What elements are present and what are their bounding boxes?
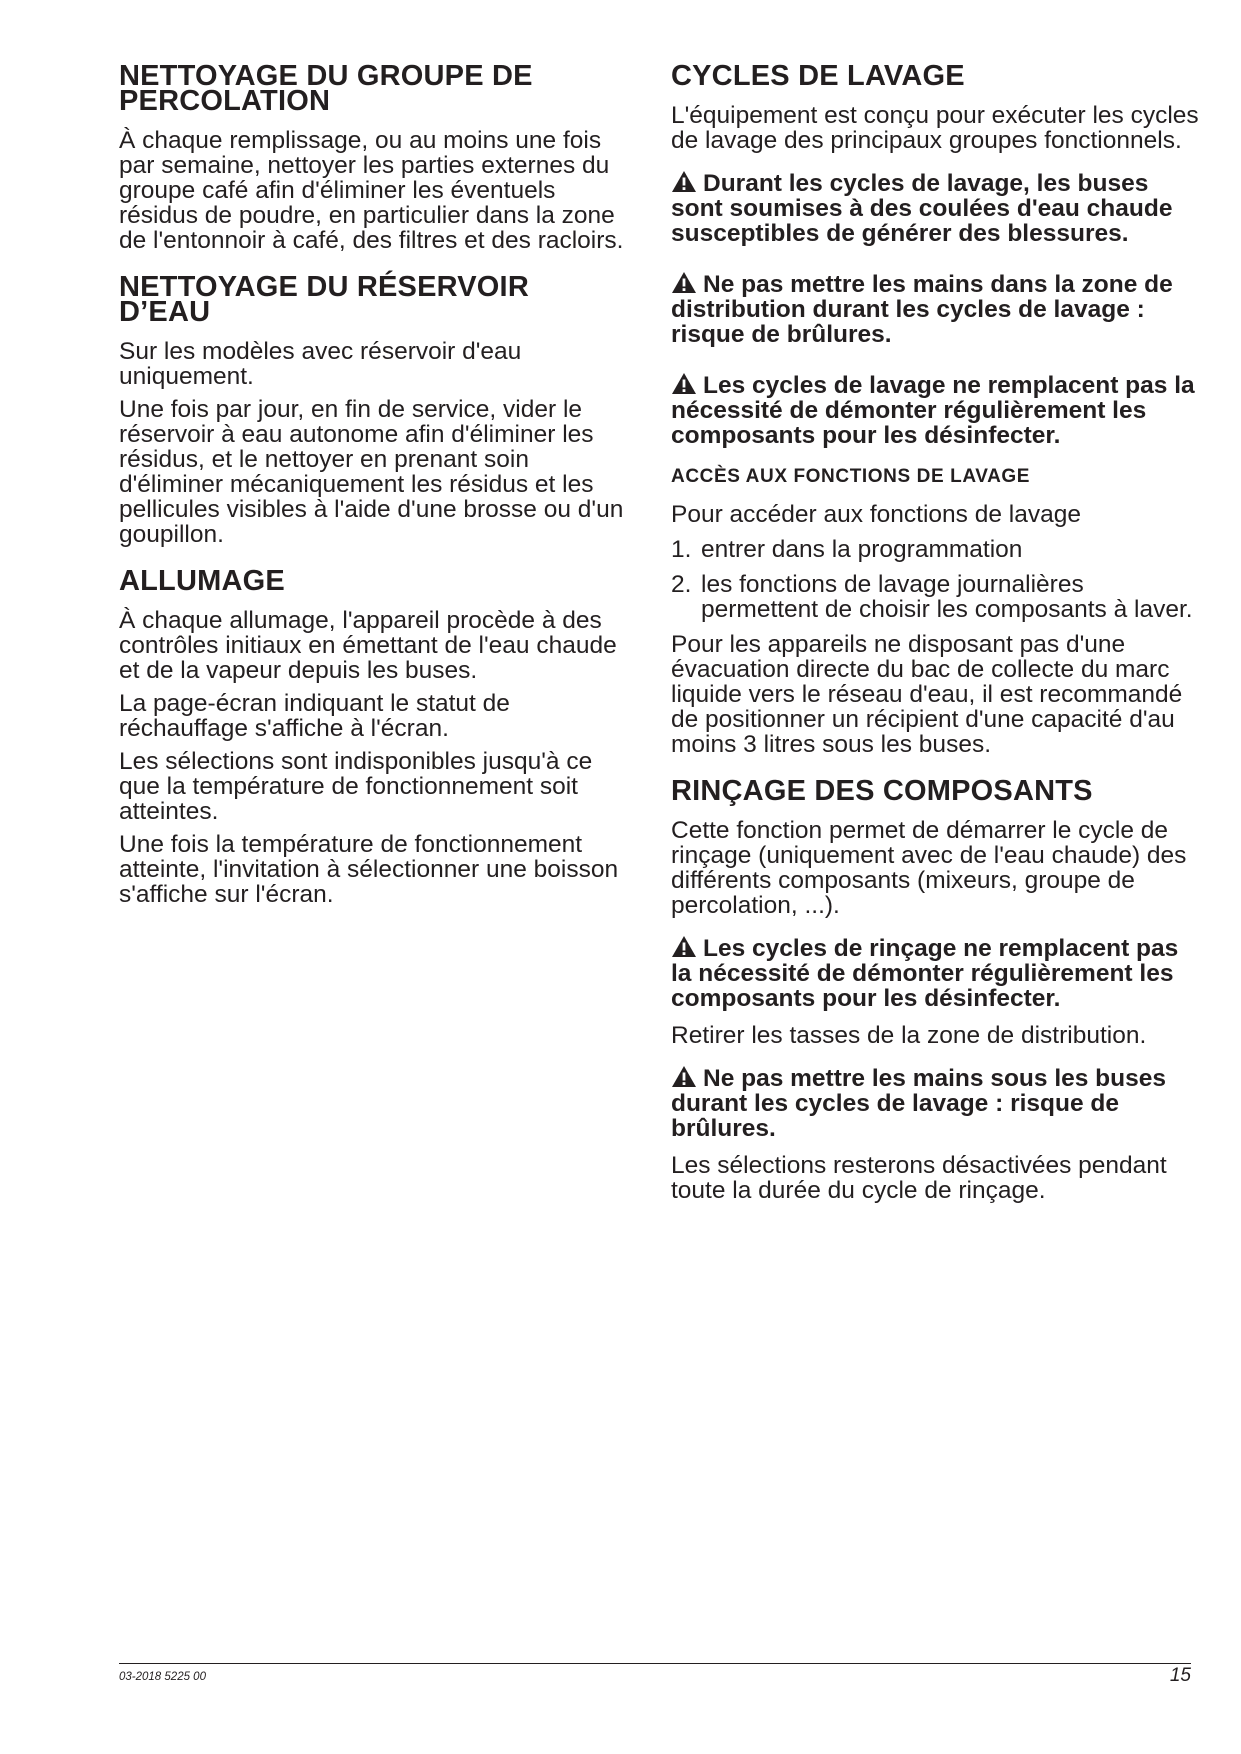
warning-note <box>671 1064 1199 1141</box>
warning-note <box>671 934 1199 1011</box>
step-text: les fonctions de lavage journalières permettent de choisir les composants à laver. <box>701 571 1193 623</box>
section-title: RINÇAGE DES COMPOSANTS <box>671 775 1093 807</box>
paragraph: Retirer les tasses de la zone de distribution. <box>671 1022 1147 1049</box>
step-text: entrer dans la programmation <box>701 536 1023 563</box>
paragraph: Une fois la température de fonctionnement atteinte, l'invitation à sélectionner une boisson s'affiche sur l'écran. <box>119 831 619 908</box>
section-title: ALLUMAGE <box>119 565 285 597</box>
title-line-2: D’EAU <box>119 296 211 328</box>
warning-text: Ne pas mettre les mains sous les buses durant les cycles de lavage : risque de brûlures. <box>671 1065 1166 1142</box>
title-line-1: NETTOYAGE DU RÉSERVOIR <box>119 271 529 303</box>
section-component-rinse <box>671 775 1199 1204</box>
paragraph: Les sélections resterons désactivées pendant toute la durée du cycle de rinçage. <box>671 1152 1167 1204</box>
warning-triangle-icon <box>671 271 697 294</box>
paragraph: Une fois par jour, en fin de service, vider le réservoir à eau autonome afin d'éliminer les résidus, et le nettoyer en prenant soin d'éliminer mécaniquement les résidus et les pellicules visibles à l'aide d'une brosse ou d'un goupillon. <box>119 396 624 548</box>
warning-triangle-icon <box>671 935 697 958</box>
section-brewing-group-cleaning <box>119 60 634 254</box>
paragraph: Les sélections sont indisponibles jusqu'à ce que la température de fonctionnement soit atteintes. <box>119 748 593 825</box>
section-water-tank-cleaning <box>119 271 634 548</box>
paragraph: À chaque allumage, l'appareil procède à des contrôles initiaux en émettant de l'eau chaude et de la vapeur depuis les buses. <box>119 607 617 684</box>
list-item <box>671 572 1199 622</box>
section-title <box>119 60 634 117</box>
section-power-on <box>119 565 634 908</box>
right-column <box>671 60 1199 1225</box>
paragraph: Cette fonction permet de démarrer le cycle de rinçage (uniquement avec de l'eau chaude) des différents composants (mixeurs, groupe de percolation, ...). <box>671 817 1187 919</box>
step-number: 2. <box>671 571 692 598</box>
title-line-1: NETTOYAGE DU GROUPE DE <box>119 60 533 92</box>
paragraph: Pour les appareils ne disposant pas d'une évacuation directe du bac de collecte du marc liquide vers le réseau d'eau, il est recommandé de positionner un récipient d'une capacité d'au moins 3 litres sous les buses. <box>671 631 1183 758</box>
warning-triangle-icon <box>671 1065 697 1088</box>
warning-text: Les cycles de lavage ne remplacent pas la nécessité de démonter régulièrement les composants pour les désinfecter. <box>671 372 1195 449</box>
paragraph: La page-écran indiquant le statut de réchauffage s'affiche à l'écran. <box>119 690 510 742</box>
paragraph: À chaque remplissage, ou au moins une fois par semaine, nettoyer les parties externes du groupe café afin d'éliminer les éventuels résidus de poudre, en particulier dans la zone de l'entonnoir à café, des filtres et des racloirs. <box>119 127 624 254</box>
steps-list <box>671 537 1199 622</box>
left-column <box>119 60 634 929</box>
footer-divider <box>119 1663 1191 1664</box>
warning-triangle-icon <box>671 372 697 395</box>
list-item <box>671 537 1199 562</box>
warning-note <box>671 270 1199 347</box>
step-number: 1. <box>671 536 692 563</box>
page-number: 15 <box>1169 1665 1191 1686</box>
paragraph: Sur les modèles avec réservoir d'eau uniquement. <box>119 338 522 390</box>
paragraph: L'équipement est conçu pour exécuter les cycles de lavage des principaux groupes fonctionnels. <box>671 102 1199 154</box>
warning-note <box>671 169 1199 246</box>
paragraph: Pour accéder aux fonctions de lavage <box>671 501 1081 528</box>
warning-note <box>671 371 1199 448</box>
subsection-title: ACCÈS AUX FONCTIONS DE LAVAGE <box>671 466 1031 487</box>
title-line-2: PERCOLATION <box>119 85 331 117</box>
warning-text: Ne pas mettre les mains dans la zone de distribution durant les cycles de lavage : risque de brûlures. <box>671 271 1173 348</box>
section-title: CYCLES DE LAVAGE <box>671 60 965 92</box>
warning-text: Durant les cycles de lavage, les buses sont soumises à des coulées d'eau chaude susceptibles de générer des blessures. <box>671 170 1173 247</box>
document-code: 03-2018 5225 00 <box>119 1671 206 1683</box>
warning-triangle-icon <box>671 170 697 193</box>
section-wash-cycles <box>671 60 1199 758</box>
section-title <box>119 271 634 328</box>
warning-text: Les cycles de rinçage ne remplacent pas la nécessité de démonter régulièrement les composants pour les désinfecter. <box>671 935 1179 1012</box>
